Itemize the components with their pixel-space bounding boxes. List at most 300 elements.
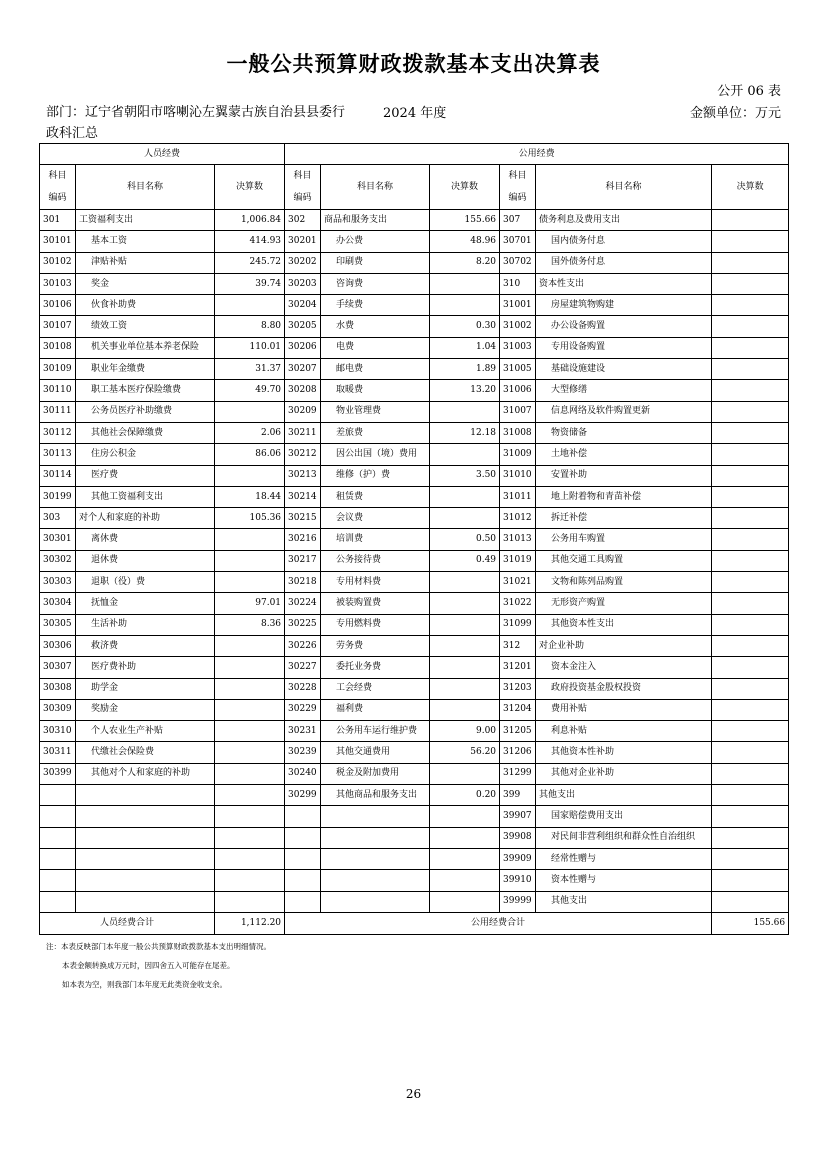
table-row <box>40 848 789 869</box>
table-row <box>40 508 789 529</box>
cell-name: 工资福利支出 <box>76 210 215 231</box>
cell-amount <box>215 465 285 486</box>
cell-name: 办公设备购置 <box>536 316 712 337</box>
cell-code <box>285 827 321 848</box>
cell-name: 委托业务费 <box>321 657 430 678</box>
department-label: 部门：辽宁省朝阳市喀喇沁左翼蒙古族自治县县委行政科汇总 <box>46 105 346 141</box>
cell-code <box>40 848 76 869</box>
table-row <box>40 359 789 380</box>
cell-amount: 8.80 <box>215 316 285 337</box>
cell-name: 国外债务付息 <box>536 252 712 273</box>
cell-amount <box>712 359 789 380</box>
cell-amount <box>215 721 285 742</box>
note-line: 注：本表反映部门本年度一般公共预算财政拨款基本支出明细情况。 <box>46 942 271 951</box>
cell-name: 专用材料费 <box>321 572 430 593</box>
cell-amount <box>430 891 500 912</box>
cell-code: 30228 <box>285 678 321 699</box>
cell-code: 31012 <box>500 508 536 529</box>
table-row <box>40 827 789 848</box>
cell-code: 30216 <box>285 529 321 550</box>
cell-code: 30231 <box>285 721 321 742</box>
cell-name <box>321 848 430 869</box>
personnel-header: 人员经费 <box>40 144 285 165</box>
public-total-value: 155.66 <box>712 912 789 934</box>
table-row <box>40 422 789 443</box>
cell-code: 31204 <box>500 699 536 720</box>
cell-name: 大型修缮 <box>536 380 712 401</box>
cell-amount <box>215 827 285 848</box>
cell-amount <box>215 742 285 763</box>
column-header-row <box>40 165 789 210</box>
cell-code: 30240 <box>285 763 321 784</box>
cell-code: 31002 <box>500 316 536 337</box>
cell-name: 职工基本医疗保险缴费 <box>76 380 215 401</box>
cell-code <box>40 806 76 827</box>
cell-name: 其他社会保障缴费 <box>76 422 215 443</box>
cell-amount <box>430 401 500 422</box>
cell-name: 国家赔偿费用支出 <box>536 806 712 827</box>
cell-amount <box>712 614 789 635</box>
cell-name: 租赁费 <box>321 486 430 507</box>
cell-amount <box>430 848 500 869</box>
table-row <box>40 699 789 720</box>
cell-code: 30109 <box>40 359 76 380</box>
cell-code: 31019 <box>500 550 536 571</box>
cell-amount: 49.70 <box>215 380 285 401</box>
cell-amount <box>712 273 789 294</box>
cell-code: 39910 <box>500 870 536 891</box>
cell-amount: 12.18 <box>430 422 500 443</box>
cell-name: 公务员医疗补助缴费 <box>76 401 215 422</box>
cell-name <box>321 806 430 827</box>
cell-name: 取暖费 <box>321 380 430 401</box>
cell-amount: 414.93 <box>215 231 285 252</box>
cell-name: 助学金 <box>76 678 215 699</box>
cell-code: 30307 <box>40 657 76 678</box>
cell-name: 邮电费 <box>321 359 430 380</box>
cell-code <box>285 806 321 827</box>
public-total-label: 公用经费合计 <box>285 912 712 934</box>
cell-name: 因公出国（境）费用 <box>321 444 430 465</box>
cell-amount <box>712 210 789 231</box>
cell-code: 31008 <box>500 422 536 443</box>
cell-amount <box>712 763 789 784</box>
cell-amount <box>430 699 500 720</box>
cell-code: 39999 <box>500 891 536 912</box>
cell-name: 公务用车运行维护费 <box>321 721 430 742</box>
cell-code: 30114 <box>40 465 76 486</box>
cell-amount: 8.36 <box>215 614 285 635</box>
cell-name: 代缴社会保险费 <box>76 742 215 763</box>
cell-code: 30212 <box>285 444 321 465</box>
amount-unit: 金额单位：万元 <box>689 106 781 121</box>
cell-code: 30227 <box>285 657 321 678</box>
cell-name: 资本金注入 <box>536 657 712 678</box>
cell-name: 劳务费 <box>321 635 430 656</box>
table-row <box>40 742 789 763</box>
cell-amount: 0.30 <box>430 316 500 337</box>
cell-amount <box>430 870 500 891</box>
cell-code: 312 <box>500 635 536 656</box>
cell-amount <box>215 657 285 678</box>
cell-name: 其他对个人和家庭的补助 <box>76 763 215 784</box>
cell-code: 31011 <box>500 486 536 507</box>
table-row <box>40 316 789 337</box>
cell-name: 生活补助 <box>76 614 215 635</box>
table-row <box>40 593 789 614</box>
cell-code: 30207 <box>285 359 321 380</box>
cell-code: 30224 <box>285 593 321 614</box>
cell-code: 301 <box>40 210 76 231</box>
cell-amount <box>712 550 789 571</box>
cell-amount <box>215 401 285 422</box>
cell-name: 救济费 <box>76 635 215 656</box>
table-row <box>40 444 789 465</box>
cell-name: 维修（护）费 <box>321 465 430 486</box>
note-line: 本表金额转换成万元时，因四舍五入可能存在尾差。 <box>62 961 235 970</box>
cell-amount <box>215 699 285 720</box>
cell-name: 政府投资基金股权投资 <box>536 678 712 699</box>
table-row <box>40 401 789 422</box>
cell-name: 退休费 <box>76 550 215 571</box>
cell-amount <box>712 657 789 678</box>
cell-code: 307 <box>500 210 536 231</box>
cell-name: 离休费 <box>76 529 215 550</box>
cell-name: 利息补贴 <box>536 721 712 742</box>
cell-code: 30208 <box>285 380 321 401</box>
cell-amount <box>712 231 789 252</box>
cell-code: 399 <box>500 785 536 806</box>
cell-amount: 0.50 <box>430 529 500 550</box>
cell-code <box>40 827 76 848</box>
table-row <box>40 785 789 806</box>
table-row <box>40 273 789 294</box>
cell-name: 对个人和家庭的补助 <box>76 508 215 529</box>
cell-code: 30301 <box>40 529 76 550</box>
cell-code: 30217 <box>285 550 321 571</box>
cell-code: 30311 <box>40 742 76 763</box>
table-row <box>40 806 789 827</box>
cell-amount <box>215 891 285 912</box>
cell-amount <box>215 785 285 806</box>
cell-code: 30310 <box>40 721 76 742</box>
cell-amount <box>712 678 789 699</box>
cell-code: 30303 <box>40 572 76 593</box>
cell-amount <box>712 401 789 422</box>
cell-code: 30226 <box>285 635 321 656</box>
cell-name: 电费 <box>321 337 430 358</box>
name-header: 科目名称 <box>536 165 712 210</box>
cell-code: 31299 <box>500 763 536 784</box>
cell-name: 其他工资福利支出 <box>76 486 215 507</box>
cell-code: 30308 <box>40 678 76 699</box>
code-header: 科目编码 <box>500 165 536 210</box>
cell-code: 31203 <box>500 678 536 699</box>
cell-code: 302 <box>285 210 321 231</box>
cell-code: 30215 <box>285 508 321 529</box>
cell-name: 公务接待费 <box>321 550 430 571</box>
cell-code: 30305 <box>40 614 76 635</box>
table-row <box>40 763 789 784</box>
cell-code: 39909 <box>500 848 536 869</box>
cell-code: 39908 <box>500 827 536 848</box>
cell-amount: 8.20 <box>430 252 500 273</box>
cell-amount: 110.01 <box>215 337 285 358</box>
cell-code <box>40 785 76 806</box>
amount-header: 决算数 <box>215 165 285 210</box>
cell-code: 30103 <box>40 273 76 294</box>
cell-name: 土地补偿 <box>536 444 712 465</box>
cell-name: 住房公积金 <box>76 444 215 465</box>
cell-amount <box>430 678 500 699</box>
page-title: 一般公共预算财政拨款基本支出决算表 <box>226 52 601 76</box>
cell-name: 办公费 <box>321 231 430 252</box>
cell-code: 30101 <box>40 231 76 252</box>
table-row <box>40 486 789 507</box>
cell-code: 31206 <box>500 742 536 763</box>
table-row <box>40 891 789 912</box>
cell-code <box>40 870 76 891</box>
table-notes <box>46 937 271 994</box>
table-row <box>40 572 789 593</box>
cell-name: 被装购置费 <box>321 593 430 614</box>
cell-amount <box>430 806 500 827</box>
cell-amount <box>712 252 789 273</box>
cell-amount <box>430 572 500 593</box>
cell-name: 对民间非营利组织和群众性自治组织 <box>536 827 712 848</box>
cell-name: 国内债务付息 <box>536 231 712 252</box>
cell-name: 物业管理费 <box>321 401 430 422</box>
cell-amount: 48.96 <box>430 231 500 252</box>
cell-amount <box>712 785 789 806</box>
cell-amount <box>430 763 500 784</box>
cell-name: 费用补贴 <box>536 699 712 720</box>
cell-name: 对企业补助 <box>536 635 712 656</box>
cell-code: 30113 <box>40 444 76 465</box>
cell-amount <box>215 870 285 891</box>
cell-name: 津贴补贴 <box>76 252 215 273</box>
cell-name: 培训费 <box>321 529 430 550</box>
cell-name: 手续费 <box>321 295 430 316</box>
cell-code <box>285 848 321 869</box>
cell-amount <box>712 635 789 656</box>
table-row <box>40 295 789 316</box>
cell-amount <box>430 273 500 294</box>
cell-amount <box>215 635 285 656</box>
group-header-row <box>40 144 789 165</box>
cell-amount: 39.74 <box>215 273 285 294</box>
cell-name: 基础设施建设 <box>536 359 712 380</box>
table-row <box>40 465 789 486</box>
cell-code: 30304 <box>40 593 76 614</box>
cell-amount <box>215 550 285 571</box>
cell-amount <box>712 486 789 507</box>
cell-code: 31013 <box>500 529 536 550</box>
amount-header: 决算数 <box>430 165 500 210</box>
cell-name: 其他交通工具购置 <box>536 550 712 571</box>
cell-code: 30239 <box>285 742 321 763</box>
cell-name <box>76 891 215 912</box>
cell-name <box>76 870 215 891</box>
cell-code: 30299 <box>285 785 321 806</box>
cell-code: 31001 <box>500 295 536 316</box>
cell-name: 其他资本性补助 <box>536 742 712 763</box>
cell-amount <box>712 891 789 912</box>
cell-name <box>76 806 215 827</box>
cell-name: 福利费 <box>321 699 430 720</box>
cell-code: 30218 <box>285 572 321 593</box>
cell-name: 房屋建筑物购建 <box>536 295 712 316</box>
public-header: 公用经费 <box>285 144 789 165</box>
table-row <box>40 721 789 742</box>
cell-name: 绩效工资 <box>76 316 215 337</box>
code-header: 科目编码 <box>285 165 321 210</box>
cell-name <box>76 785 215 806</box>
table-row <box>40 614 789 635</box>
cell-name <box>321 891 430 912</box>
cell-name <box>321 827 430 848</box>
cell-code <box>40 891 76 912</box>
amount-header: 决算数 <box>712 165 789 210</box>
cell-code: 30204 <box>285 295 321 316</box>
cell-code: 30213 <box>285 465 321 486</box>
cell-code: 31201 <box>500 657 536 678</box>
cell-code: 30309 <box>40 699 76 720</box>
cell-amount <box>712 465 789 486</box>
cell-amount: 9.00 <box>430 721 500 742</box>
cell-name: 职业年金缴费 <box>76 359 215 380</box>
cell-code: 30111 <box>40 401 76 422</box>
cell-amount: 1,006.84 <box>215 210 285 231</box>
cell-code: 30211 <box>285 422 321 443</box>
cell-code: 30102 <box>40 252 76 273</box>
cell-amount <box>712 508 789 529</box>
cell-name: 公务用车购置 <box>536 529 712 550</box>
cell-amount <box>712 806 789 827</box>
cell-name: 商品和服务支出 <box>321 210 430 231</box>
cell-name: 水费 <box>321 316 430 337</box>
cell-code: 31009 <box>500 444 536 465</box>
cell-name: 文物和陈列品购置 <box>536 572 712 593</box>
personnel-total-label: 人员经费合计 <box>40 912 215 934</box>
cell-name: 机关事业单位基本养老保险 <box>76 337 215 358</box>
cell-name <box>76 827 215 848</box>
table-row <box>40 380 789 401</box>
cell-amount <box>712 444 789 465</box>
cell-name: 经常性赠与 <box>536 848 712 869</box>
cell-amount <box>712 380 789 401</box>
cell-name: 资本性支出 <box>536 273 712 294</box>
cell-name: 地上附着物和青苗补偿 <box>536 486 712 507</box>
cell-name: 其他支出 <box>536 891 712 912</box>
cell-name: 会议费 <box>321 508 430 529</box>
cell-amount <box>712 422 789 443</box>
cell-amount <box>430 614 500 635</box>
expenditure-table <box>39 143 789 935</box>
cell-amount <box>712 572 789 593</box>
cell-name: 物资储备 <box>536 422 712 443</box>
cell-name: 奖励金 <box>76 699 215 720</box>
cell-code: 31022 <box>500 593 536 614</box>
cell-amount: 0.49 <box>430 550 500 571</box>
cell-name: 无形资产购置 <box>536 593 712 614</box>
cell-name: 债务利息及费用支出 <box>536 210 712 231</box>
cell-code <box>285 870 321 891</box>
cell-name: 安置补助 <box>536 465 712 486</box>
cell-amount <box>215 572 285 593</box>
cell-amount <box>430 657 500 678</box>
cell-amount <box>215 848 285 869</box>
fiscal-year: 2024 年度 <box>383 106 447 121</box>
cell-code: 30225 <box>285 614 321 635</box>
cell-name: 奖金 <box>76 273 215 294</box>
cell-code: 30199 <box>40 486 76 507</box>
cell-amount: 86.06 <box>215 444 285 465</box>
cell-amount <box>712 593 789 614</box>
cell-name: 印刷费 <box>321 252 430 273</box>
cell-amount <box>215 678 285 699</box>
cell-amount <box>430 295 500 316</box>
table-row <box>40 550 789 571</box>
cell-amount <box>430 444 500 465</box>
cell-name: 信息网络及软件购置更新 <box>536 401 712 422</box>
cell-amount <box>712 721 789 742</box>
cell-code: 31010 <box>500 465 536 486</box>
cell-amount <box>215 529 285 550</box>
cell-name: 工会经费 <box>321 678 430 699</box>
cell-amount <box>712 699 789 720</box>
cell-amount <box>712 827 789 848</box>
table-row <box>40 529 789 550</box>
cell-amount: 1.89 <box>430 359 500 380</box>
cell-name: 个人农业生产补贴 <box>76 721 215 742</box>
cell-code: 30306 <box>40 635 76 656</box>
cell-name: 基本工资 <box>76 231 215 252</box>
cell-code: 31099 <box>500 614 536 635</box>
cell-code: 30302 <box>40 550 76 571</box>
cell-code: 31007 <box>500 401 536 422</box>
cell-code: 30209 <box>285 401 321 422</box>
cell-amount: 3.50 <box>430 465 500 486</box>
page-number: 26 <box>405 1087 422 1101</box>
cell-code: 30702 <box>500 252 536 273</box>
cell-code: 30107 <box>40 316 76 337</box>
cell-code: 30201 <box>285 231 321 252</box>
cell-name: 拆迁补偿 <box>536 508 712 529</box>
cell-code: 30206 <box>285 337 321 358</box>
cell-amount <box>712 295 789 316</box>
cell-name: 其他商品和服务支出 <box>321 785 430 806</box>
table-row <box>40 231 789 252</box>
code-header: 科目编码 <box>40 165 76 210</box>
cell-amount: 1.04 <box>430 337 500 358</box>
cell-name: 专用设备购置 <box>536 337 712 358</box>
cell-code: 30202 <box>285 252 321 273</box>
cell-amount <box>430 635 500 656</box>
cell-code: 30106 <box>40 295 76 316</box>
cell-amount <box>712 529 789 550</box>
cell-name: 税金及附加费用 <box>321 763 430 784</box>
cell-code <box>285 891 321 912</box>
cell-code: 30399 <box>40 763 76 784</box>
cell-amount <box>712 337 789 358</box>
table-row <box>40 657 789 678</box>
table-row <box>40 635 789 656</box>
cell-amount <box>430 508 500 529</box>
name-header: 科目名称 <box>76 165 215 210</box>
cell-amount <box>712 848 789 869</box>
cell-code: 30110 <box>40 380 76 401</box>
